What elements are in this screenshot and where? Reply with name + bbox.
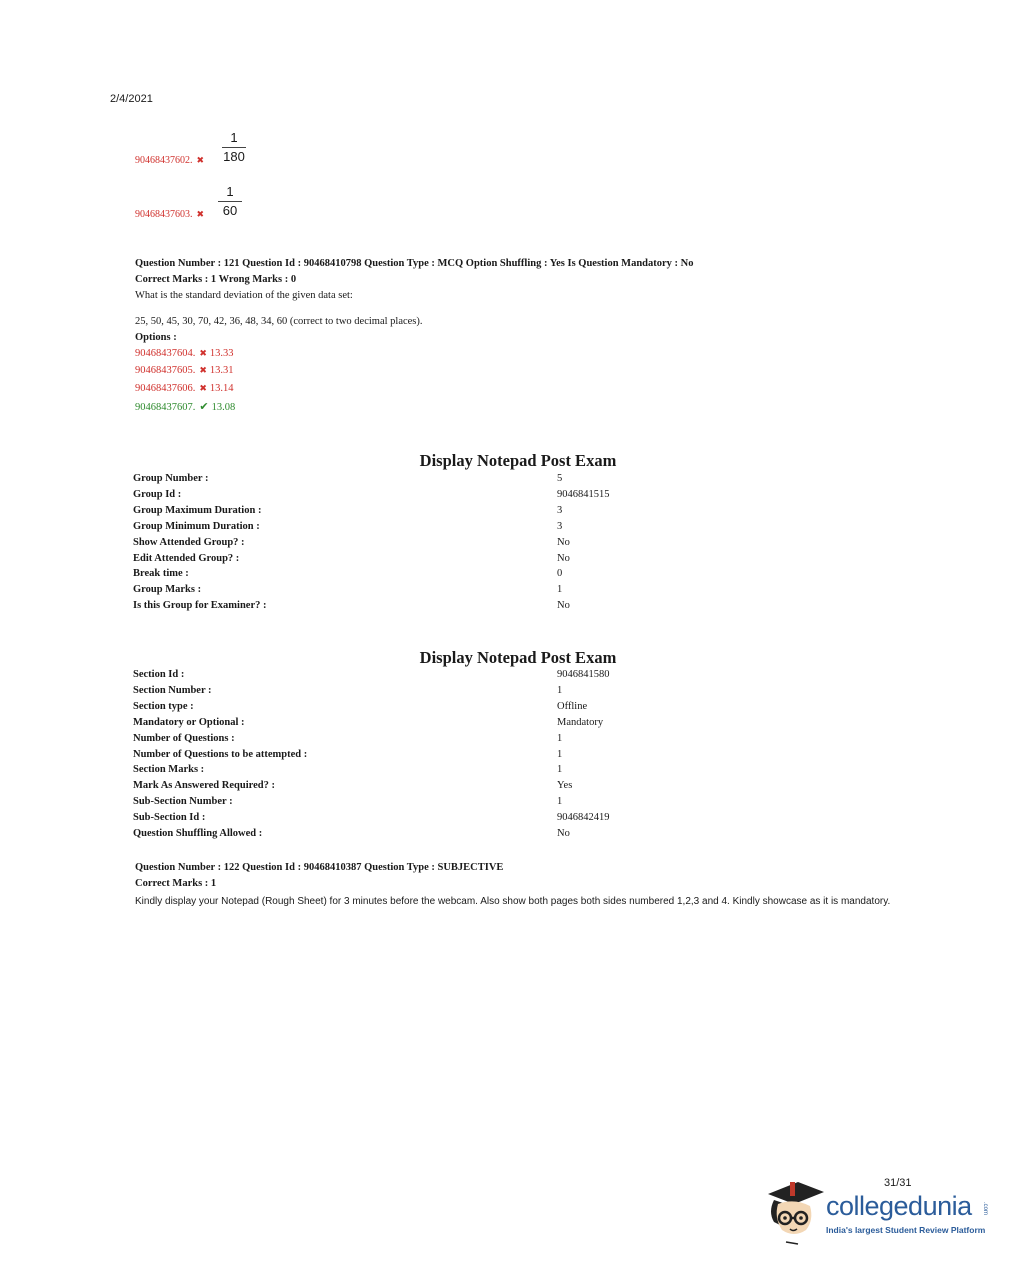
info-label: Group Minimum Duration : [133,520,260,532]
question-data: 25, 50, 45, 30, 70, 42, 36, 48, 34, 60 (correct to two decimal places). [135,316,423,327]
brand-tagline: India's largest Student Review Platform [826,1225,986,1235]
info-value: Offline [557,700,588,712]
fraction-numerator: 1 [230,130,238,145]
fraction-numerator: 1 [226,184,234,199]
option-id: 90468437605. [135,365,196,376]
info-label: Is this Group for Examiner? : [133,600,267,612]
fraction-bar [218,201,242,202]
option-id: 90468437604. [135,348,196,359]
option-id: 90468437603. [135,209,193,220]
info-value: Mandatory [557,716,604,728]
option-row [135,383,234,394]
correct-mark-icon: ✔ [199,400,209,413]
option-value: 13.33 [209,348,234,359]
info-label: Group Maximum Duration : [133,504,262,516]
info-label: Number of Questions : [133,732,235,744]
info-value: 1 [557,796,563,808]
option-id: 90468437602. [135,155,193,166]
info-label: Edit Attended Group? : [133,552,240,564]
page-number: 31/31 [884,1177,912,1189]
info-label: Section Id : [133,669,185,680]
info-value: 3 [557,520,563,532]
collegedunia-mascot-logo [764,1176,826,1246]
wrong-mark-icon: ✖ [196,210,205,220]
info-label: Mandatory or Optional : [133,716,245,728]
info-value: 9046841580 [557,669,610,680]
option-value: 13.08 [211,402,236,413]
info-value: No [557,600,570,612]
question-header: Question Number : 122 Question Id : 90468410387 Question Type : SUBJECTIVE [135,862,504,873]
info-label: Question Shuffling Allowed : [133,828,263,839]
info-label: Group Marks : [133,584,202,596]
info-value: No [557,828,570,839]
prev-option-row [135,155,207,166]
info-label: Section Number : [133,684,212,696]
wrong-mark-icon: ✖ [199,349,207,359]
info-label: Sub-Section Number : [133,796,233,808]
fraction-bar [222,147,246,148]
question-text: Kindly display your Notepad (Rough Sheet) for 3 minutes before the webcam. Also show both pages both sides numbered 1,2,3 and 4. Kindly showcase as it is mandatory. [135,896,891,907]
info-value: 9046841515 [557,488,610,500]
info-value: No [557,536,570,548]
info-label: Section type : [133,700,194,712]
question-marks: Correct Marks : 1 Wrong Marks : 0 [135,274,297,285]
info-value: Yes [557,780,573,792]
section-info-title: Display Notepad Post Exam [419,648,617,667]
info-value: 3 [557,504,563,516]
info-label: Sub-Section Id : [133,812,206,824]
info-label: Number of Questions to be attempted : [133,748,308,760]
info-label: Break time : [133,568,189,580]
brand-suffix: .com [982,1202,988,1216]
option-id: 90468437607. [135,402,196,413]
option-row [135,365,234,376]
option-row-correct [135,400,235,413]
info-value: 1 [557,584,563,596]
fraction-denominator: 60 [222,203,238,218]
info-label: Group Id : [133,488,182,500]
wrong-mark-icon: ✖ [199,366,207,376]
info-value: 9046842419 [557,812,610,824]
info-value: 1 [557,748,563,760]
fraction-denominator: 180 [223,149,245,164]
option-value: 13.31 [209,365,234,376]
wrong-mark-icon: ✖ [199,384,207,394]
info-value: No [557,552,570,564]
info-value: 1 [557,684,563,696]
wrong-mark-icon: ✖ [196,156,205,166]
info-value: 5 [557,473,563,484]
info-value: 1 [557,764,563,776]
question-text: What is the standard deviation of the given data set: [135,290,353,301]
info-label: Group Number : [133,473,209,484]
options-label: Options : [135,332,177,343]
prev-option-row [135,209,207,220]
fraction [215,184,245,219]
option-value: 13.14 [209,383,234,394]
question-header: Question Number : 121 Question Id : 90468410798 Question Type : MCQ Option Shuffling : Yes Is Question Mandatory : No [135,258,694,269]
print-date: 2/4/2021 [110,93,153,105]
option-id: 90468437606. [135,383,196,394]
fraction [219,130,249,165]
info-value: 1 [557,732,563,744]
info-label: Section Marks : [133,764,205,776]
info-value: 0 [557,568,563,580]
info-label: Show Attended Group? : [133,536,245,548]
question-marks: Correct Marks : 1 [135,878,217,889]
group-section-title: Display Notepad Post Exam [419,451,617,470]
brand-name: collegedunia [826,1191,972,1221]
info-label: Mark As Answered Required? : [133,780,275,792]
option-row [135,348,234,359]
